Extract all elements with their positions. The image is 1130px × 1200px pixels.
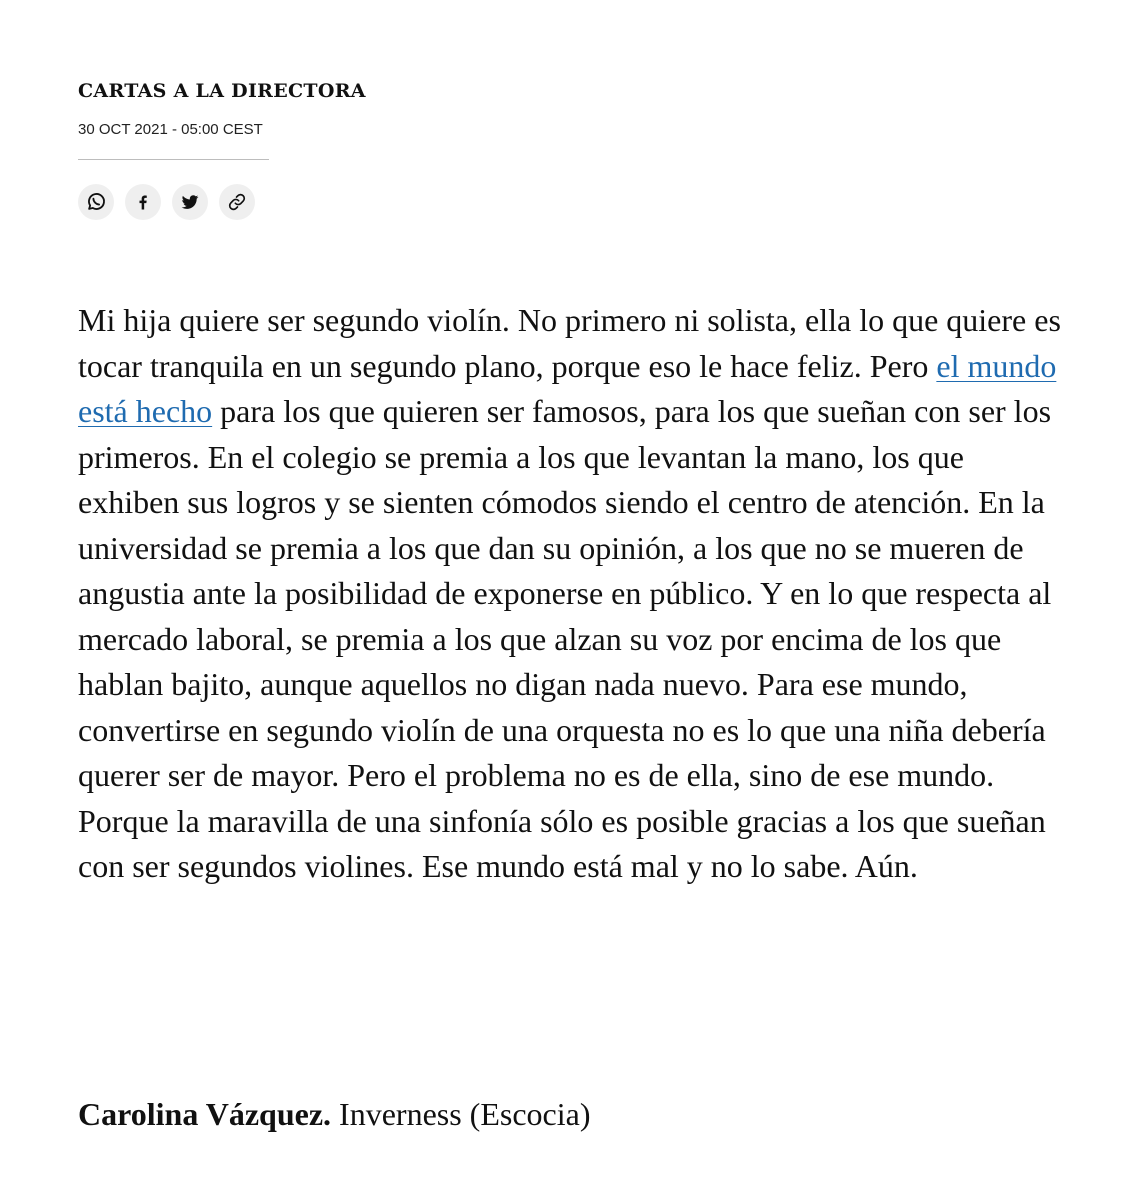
whatsapp-icon: [85, 191, 107, 213]
facebook-icon: [133, 192, 153, 212]
share-bar: [78, 184, 255, 220]
author-location: Inverness (Escocia): [339, 1096, 591, 1132]
copy-link-button[interactable]: [219, 184, 255, 220]
letter-text-start: Mi hija quiere ser segundo violín. No primero ni solista, ella lo que quiere es tocar tranquila en un segundo plano, porque eso le hace feliz. Pero: [78, 302, 1061, 384]
link-icon: [227, 192, 247, 212]
share-whatsapp-button[interactable]: [78, 184, 114, 220]
letter-body: [78, 298, 1068, 890]
article-inline-link[interactable]: el mundo está hecho: [78, 347, 1057, 429]
share-facebook-button[interactable]: [125, 184, 161, 220]
section-label[interactable]: CARTAS A LA DIRECTORA: [78, 80, 366, 102]
letter-text-end: para los que quieren ser famosos, para los que sueñan con ser los primeros. En el colegio se premia a los que levantan la mano, los que exhiben sus logros y se sienten cómodos siendo el centro de atención. En la universidad se premia a los que dan su opinión, a los que no se mueren de angustia ante la posibilidad de exponerse en público. Y en lo que respecta al mercado laboral, se premia a los que alzan su voz por encima de los que hablan bajito, aunque aquellos no digan nada nuevo. Para ese mundo, convertirse en segundo violín de una orquesta no es lo que una niña debería querer ser de mayor. Pero el problema no es de ella, sino de ese mundo. Porque la maravilla de una sinfonía sólo es posible gracias a los que sueñan con ser segundos violines. Ese mundo está mal y no lo sabe. Aún.: [78, 393, 1052, 884]
header-divider: [78, 159, 269, 160]
letter-signature: [78, 1092, 590, 1137]
publish-timestamp: 30 OCT 2021 - 05:00 CEST: [78, 121, 263, 138]
share-twitter-button[interactable]: [172, 184, 208, 220]
twitter-icon: [180, 192, 200, 212]
author-name: Carolina Vázquez.: [78, 1096, 332, 1132]
